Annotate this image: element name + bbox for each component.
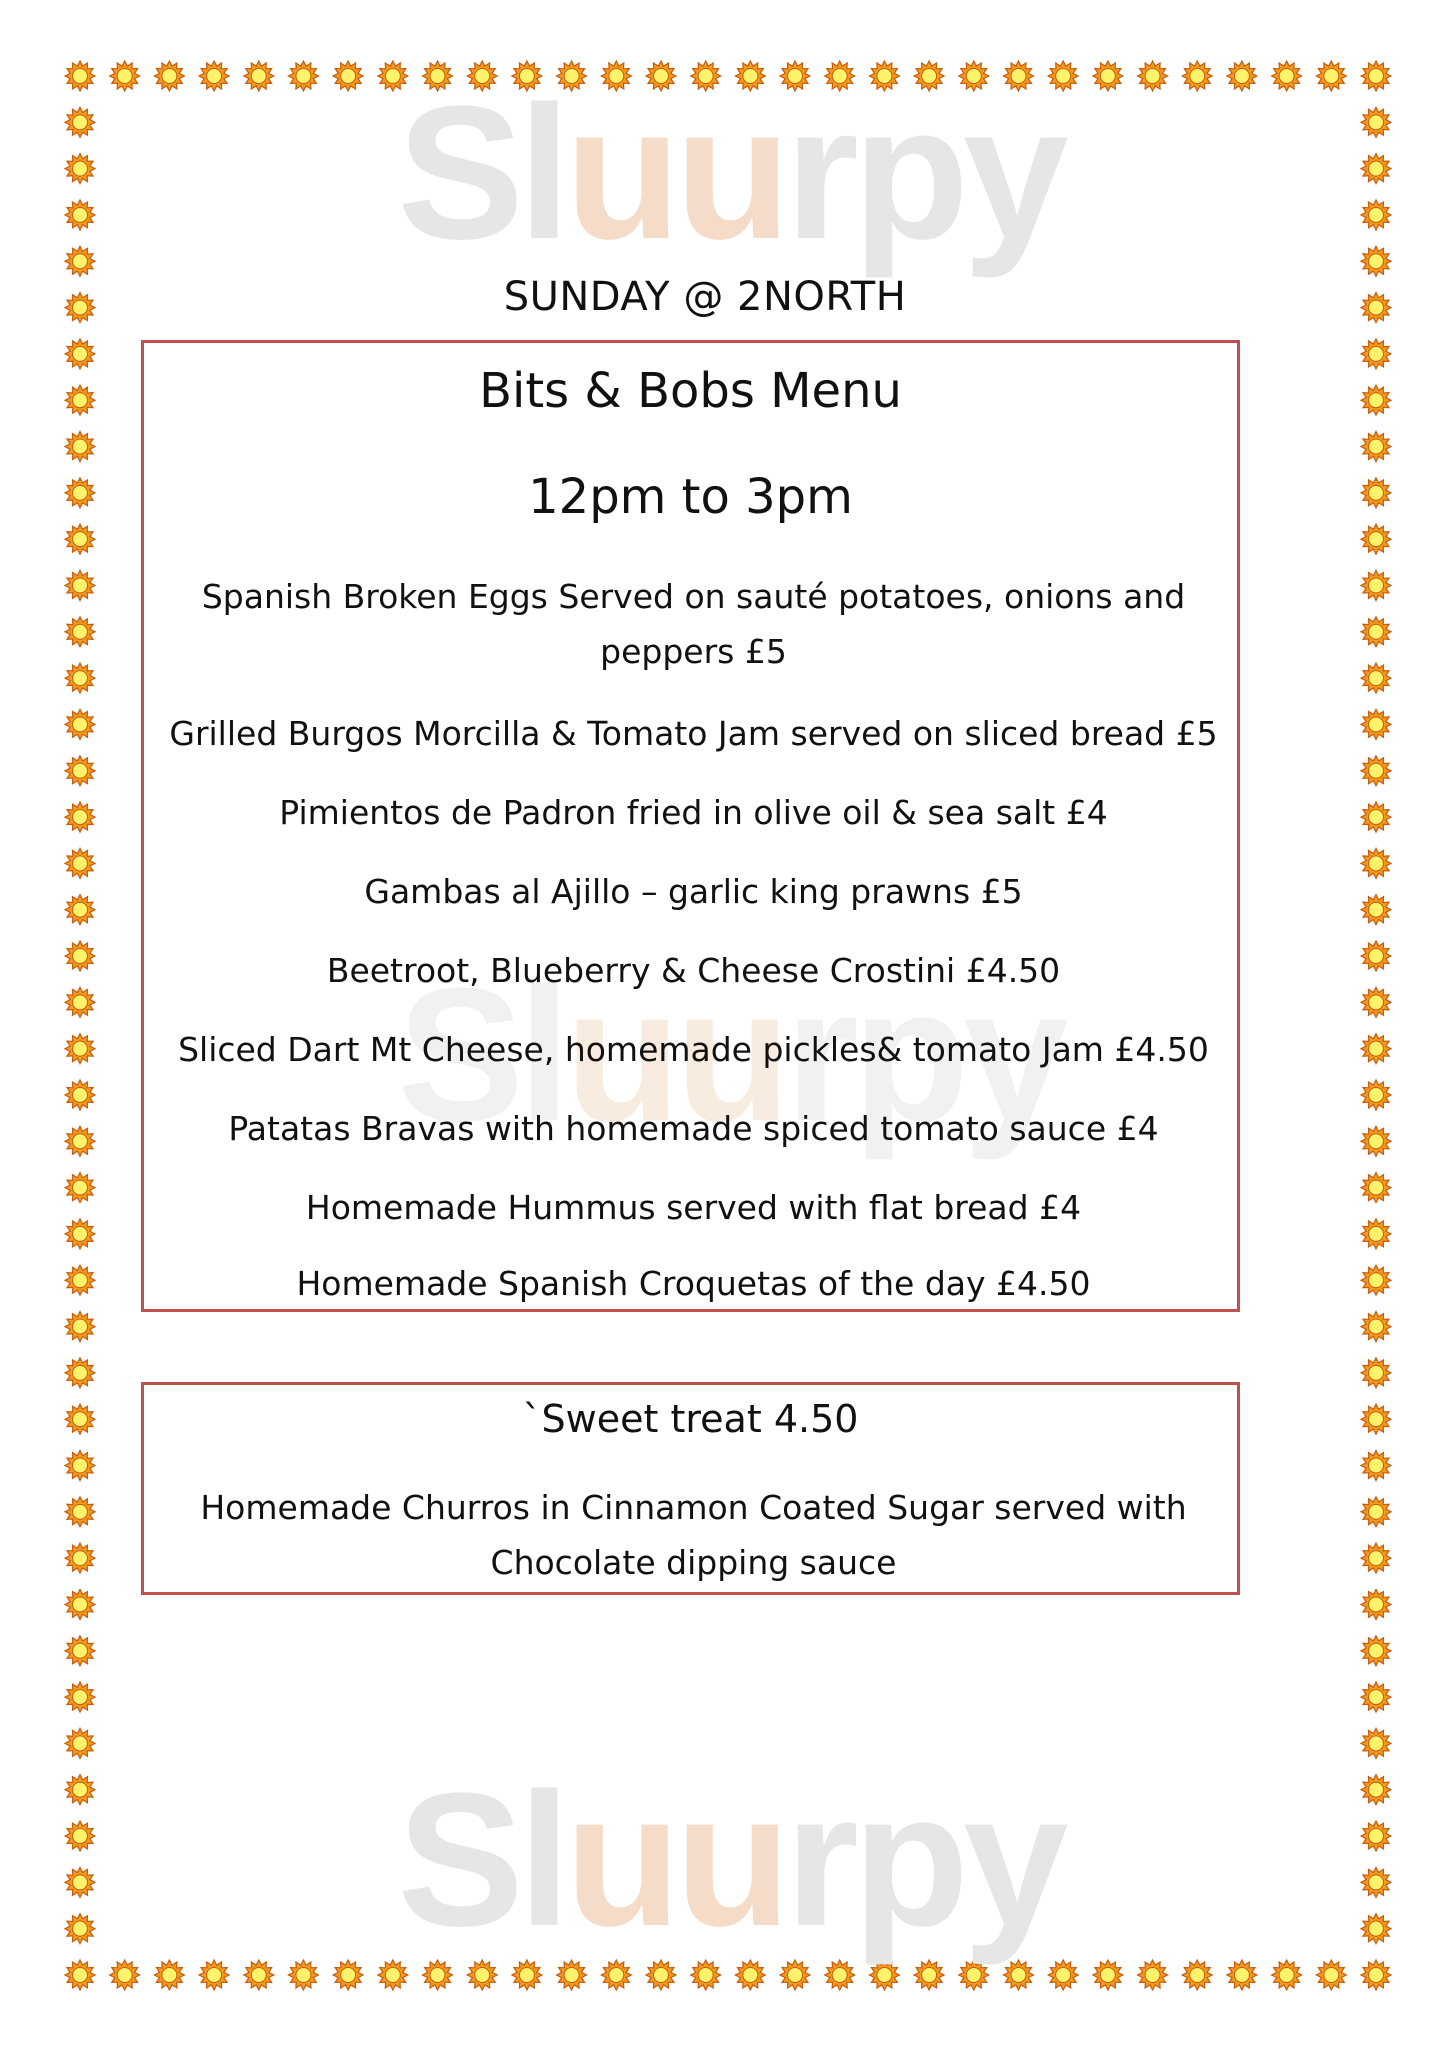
sweet-treat-box — [141, 1382, 1240, 1595]
sun-icon — [1272, 1960, 1302, 1990]
watermark-bottom: Sluurpy — [397, 1754, 1063, 1966]
sun-icon — [1361, 524, 1391, 554]
sun-icon — [65, 1636, 95, 1666]
sun-icon — [1361, 1821, 1391, 1851]
sun-icon — [1361, 1867, 1391, 1897]
page-header: SUNDAY @ 2NORTH — [503, 274, 907, 320]
sun-icon — [65, 1590, 95, 1620]
sun-icon — [1361, 1219, 1391, 1249]
sun-icon — [1361, 941, 1391, 971]
sun-icon — [1361, 293, 1391, 323]
sweet-treat-title: `Sweet treat 4.50 — [522, 1397, 859, 1441]
sun-icon — [1361, 1590, 1391, 1620]
sun-icon — [1316, 61, 1346, 91]
sun-icon — [1093, 1960, 1123, 1990]
sun-icon — [65, 1358, 95, 1388]
sun-icon — [65, 1173, 95, 1203]
sun-icon — [333, 61, 363, 91]
sun-icon — [65, 1728, 95, 1758]
sun-icon — [65, 1682, 95, 1712]
sun-icon — [1361, 663, 1391, 693]
sun-icon — [1361, 1358, 1391, 1388]
sun-icon — [1361, 709, 1391, 739]
sun-icon — [1361, 478, 1391, 508]
sun-icon — [1361, 1543, 1391, 1573]
menu-item: Homemade Hummus served with flat bread £4 — [305, 1188, 1082, 1227]
sun-icon — [1361, 1126, 1391, 1156]
sun-icon — [154, 61, 184, 91]
sun-icon — [1227, 61, 1257, 91]
sun-icon — [1361, 987, 1391, 1017]
sun-icon — [65, 1914, 95, 1944]
sun-icon — [65, 1821, 95, 1851]
sun-icon — [1361, 246, 1391, 276]
sun-icon — [1361, 571, 1391, 601]
sun-icon — [65, 895, 95, 925]
sun-icon — [65, 339, 95, 369]
sun-icon — [65, 200, 95, 230]
sun-icon — [199, 61, 229, 91]
sun-icon — [65, 1312, 95, 1342]
sun-icon — [65, 1867, 95, 1897]
sun-icon — [1361, 107, 1391, 137]
sun-icon — [1361, 1173, 1391, 1203]
menu-item: Sliced Dart Mt Cheese, homemade pickles& tomato Jam £4.50 — [178, 1030, 1209, 1069]
sun-icon — [1361, 432, 1391, 462]
sun-icon — [65, 1543, 95, 1573]
sun-icon — [65, 1080, 95, 1110]
sun-icon — [65, 1775, 95, 1805]
sun-icon — [65, 1265, 95, 1295]
sun-icon — [65, 663, 95, 693]
sun-icon — [1138, 61, 1168, 91]
sun-icon — [1361, 1960, 1391, 1990]
menu-item: Beetroot, Blueberry & Cheese Crostini £4.50 — [326, 951, 1061, 990]
sun-icon — [1272, 61, 1302, 91]
menu-item: Homemade Spanish Croquetas of the day £4.50 — [296, 1264, 1091, 1303]
sun-icon — [1361, 61, 1391, 91]
sun-icon — [65, 617, 95, 647]
menu-item: Grilled Burgos Morcilla & Tomato Jam served on sliced bread £5 — [169, 714, 1218, 753]
sun-icon — [65, 61, 95, 91]
sun-icon — [65, 246, 95, 276]
sun-icon — [1361, 1265, 1391, 1295]
sun-icon — [65, 107, 95, 137]
sun-icon — [1182, 61, 1212, 91]
sun-icon — [288, 1960, 318, 1990]
sun-icon — [154, 1960, 184, 1990]
sun-icon — [65, 524, 95, 554]
sun-icon — [110, 61, 140, 91]
sun-icon — [1361, 1728, 1391, 1758]
watermark-top: Sluurpy — [397, 67, 1063, 279]
menu-title: Bits & Bobs Menu — [479, 363, 902, 419]
sun-icon — [65, 571, 95, 601]
sun-icon — [1361, 802, 1391, 832]
sun-icon — [65, 385, 95, 415]
sun-icon — [65, 848, 95, 878]
sun-icon — [65, 1451, 95, 1481]
menu-hours: 12pm to 3pm — [528, 469, 853, 525]
sun-icon — [65, 1126, 95, 1156]
menu-item: Pimientos de Padron fried in olive oil & sea salt £4 — [279, 793, 1108, 832]
sun-icon — [65, 1219, 95, 1249]
sun-icon — [1361, 1404, 1391, 1434]
sun-icon — [1316, 1960, 1346, 1990]
sun-icon — [1361, 1451, 1391, 1481]
sun-icon — [199, 1960, 229, 1990]
sun-icon — [65, 293, 95, 323]
sun-icon — [65, 941, 95, 971]
sun-icon — [65, 154, 95, 184]
menu-item: Patatas Bravas with homemade spiced tomato sauce £4 — [228, 1109, 1159, 1148]
sun-icon — [1361, 385, 1391, 415]
sun-icon — [1361, 154, 1391, 184]
sun-icon — [65, 1034, 95, 1064]
sun-icon — [65, 1960, 95, 1990]
sun-icon — [1361, 756, 1391, 786]
sun-icon — [288, 61, 318, 91]
main-menu-box — [141, 340, 1240, 1312]
sun-icon — [65, 987, 95, 1017]
sun-icon — [65, 1497, 95, 1527]
sun-icon — [1182, 1960, 1212, 1990]
sun-icon — [1227, 1960, 1257, 1990]
watermark-middle: Sluurpy — [397, 949, 1063, 1161]
sun-icon — [1361, 1312, 1391, 1342]
sun-icon — [1361, 1080, 1391, 1110]
sun-icon — [1361, 1636, 1391, 1666]
menu-item: Spanish Broken Eggs Served on sauté potatoes, onions and peppers £5 — [201, 577, 1186, 671]
sun-icon — [1361, 1034, 1391, 1064]
sun-icon — [1361, 1914, 1391, 1944]
sun-icon — [333, 1960, 363, 1990]
sun-icon — [65, 756, 95, 786]
sun-icon — [65, 478, 95, 508]
sun-icon — [1361, 1497, 1391, 1527]
sun-icon — [1361, 1682, 1391, 1712]
sun-icon — [65, 802, 95, 832]
sun-icon — [65, 1404, 95, 1434]
sun-icon — [1361, 895, 1391, 925]
sun-icon — [110, 1960, 140, 1990]
sun-icon — [244, 61, 274, 91]
sun-icon — [1361, 617, 1391, 647]
sun-icon — [1361, 848, 1391, 878]
sweet-treat-description: Homemade Churros in Cinnamon Coated Sugar served with Chocolate dipping sauce — [200, 1488, 1187, 1582]
sun-icon — [1361, 339, 1391, 369]
sun-icon — [1093, 61, 1123, 91]
sun-icon — [244, 1960, 274, 1990]
sun-icon — [1138, 1960, 1168, 1990]
sun-icon — [1361, 1775, 1391, 1805]
sun-icon — [1361, 200, 1391, 230]
menu-item: Gambas al Ajillo – garlic king prawns £5 — [364, 872, 1023, 911]
sun-icon — [65, 432, 95, 462]
sun-icon — [65, 709, 95, 739]
